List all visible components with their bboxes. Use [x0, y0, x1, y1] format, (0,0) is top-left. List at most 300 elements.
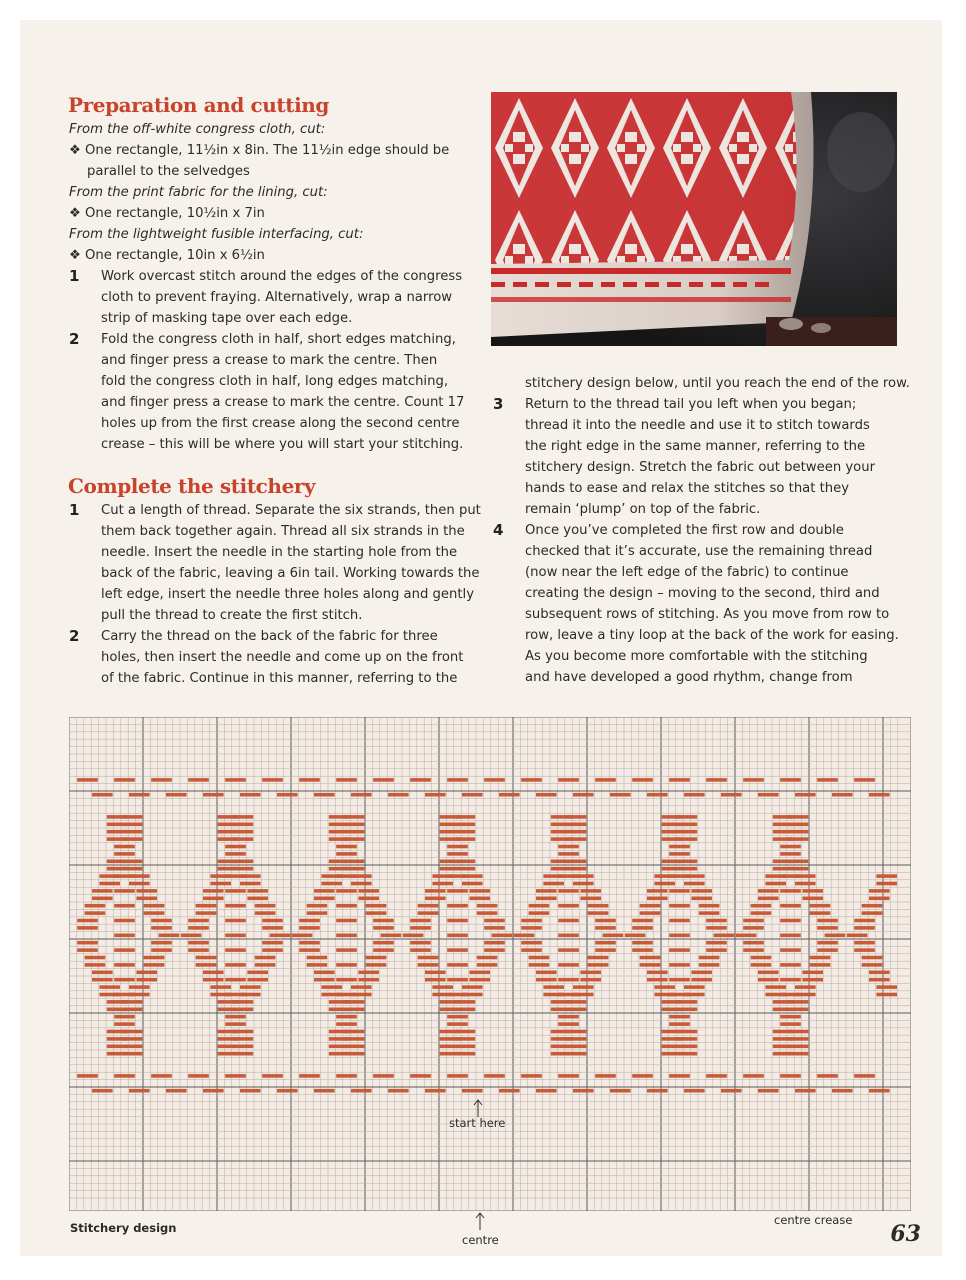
text-line	[493, 583, 913, 604]
text-line	[69, 434, 479, 455]
stitch	[558, 978, 579, 982]
stitch	[203, 889, 224, 893]
text-line-content: fold the congress cloth in half, long edges matching,	[101, 374, 449, 389]
text-line	[69, 563, 479, 584]
stitch	[447, 1015, 468, 1019]
text-line	[69, 413, 479, 434]
stitch	[255, 956, 276, 960]
stitch	[447, 852, 468, 856]
stitch	[188, 1074, 209, 1078]
stitch	[662, 823, 683, 827]
stitch	[114, 934, 135, 938]
stitch	[107, 1030, 128, 1034]
stitch	[344, 1000, 365, 1004]
text-line-content: remain ‘plump’ on top of the fabric.	[525, 502, 761, 517]
stitch	[669, 874, 690, 878]
stitch	[876, 985, 897, 989]
stitch	[329, 1037, 350, 1041]
stitch	[802, 978, 823, 982]
stitch	[558, 778, 579, 782]
stitch	[765, 882, 786, 886]
stitch	[854, 778, 875, 782]
text-line-content: From the print fabric for the lining, cut:	[69, 185, 328, 200]
stitch	[418, 963, 439, 967]
stitch	[410, 948, 431, 952]
stitch	[862, 963, 883, 967]
stitch	[336, 845, 357, 849]
stitch	[647, 971, 668, 975]
stitch	[551, 815, 572, 819]
text-line	[69, 605, 479, 626]
step-number: 3	[493, 395, 504, 413]
stitch	[529, 956, 550, 960]
stitch	[314, 1089, 335, 1093]
stitch	[92, 971, 113, 975]
stitch	[329, 1045, 350, 1049]
stitch	[758, 978, 779, 982]
stitch	[114, 845, 135, 849]
stitch	[114, 963, 135, 967]
stitch	[203, 1089, 224, 1093]
stitch	[484, 778, 505, 782]
stitch	[662, 1037, 683, 1041]
stitch	[314, 793, 335, 797]
stitch	[344, 860, 365, 864]
stitch	[203, 978, 224, 982]
stitch	[862, 904, 883, 908]
stitch	[218, 1037, 239, 1041]
stitch	[743, 1074, 764, 1078]
stitch	[669, 978, 690, 982]
stitch	[114, 948, 135, 952]
stitch	[558, 1015, 579, 1019]
stitch	[136, 971, 157, 975]
text-line-content: the right edge in the same manner, referring to the	[525, 439, 866, 454]
text-line-content: cloth to prevent fraying. Alternatively, wrap a narrow	[101, 290, 453, 305]
stitch	[410, 919, 431, 923]
stitch	[336, 852, 357, 856]
blackwork-bag-image	[491, 92, 897, 346]
stitch	[610, 1089, 631, 1093]
stitch	[418, 956, 439, 960]
text-line	[493, 604, 913, 625]
centre-arrow-icon	[473, 1211, 487, 1231]
stitch	[795, 985, 816, 989]
stitch	[743, 926, 764, 930]
stitch	[669, 1015, 690, 1019]
text-line	[69, 245, 479, 266]
text-line-content: creating the design – moving to the second, third and	[525, 586, 880, 601]
stitch	[122, 867, 143, 871]
stitch	[773, 815, 794, 819]
stitch	[869, 978, 890, 982]
stitch	[773, 1030, 794, 1034]
stitch	[580, 889, 601, 893]
text-line	[69, 329, 479, 350]
stitch	[721, 793, 742, 797]
stitch	[802, 897, 823, 901]
stitch	[233, 1000, 254, 1004]
stitch	[358, 978, 379, 982]
stitch	[188, 941, 209, 945]
stitch	[425, 978, 446, 982]
stitch	[351, 1089, 372, 1093]
stitch	[780, 1022, 801, 1026]
stitch	[521, 1074, 542, 1078]
section-heading-stitchery: Complete the stitchery	[68, 474, 316, 498]
stitch	[847, 934, 868, 938]
stitch	[366, 904, 387, 908]
text-line	[69, 668, 479, 689]
text-line	[69, 371, 479, 392]
stitch	[558, 963, 579, 967]
stitch	[691, 978, 712, 982]
stitch	[151, 926, 172, 930]
stitch	[558, 1074, 579, 1078]
stitch	[669, 778, 690, 782]
text-line	[69, 182, 479, 203]
stitch	[447, 1074, 468, 1078]
stitch	[218, 837, 239, 841]
stitch	[447, 934, 468, 938]
text-line-content: stitchery design. Stretch the fabric out between your	[525, 460, 876, 475]
text-line	[69, 392, 479, 413]
stitch	[773, 1045, 794, 1049]
stitch	[795, 1089, 816, 1093]
page-number: 63	[890, 1221, 921, 1247]
stitch	[77, 948, 98, 952]
stitch	[129, 793, 150, 797]
stitch	[869, 889, 890, 893]
stitch	[410, 941, 431, 945]
text-line-content: hands to ease and relax the stitches so that they	[525, 481, 850, 496]
stitch	[447, 874, 468, 878]
stitch	[603, 934, 624, 938]
stitch	[677, 1000, 698, 1004]
stitch	[262, 919, 283, 923]
text-line	[493, 436, 913, 457]
stitch	[292, 934, 313, 938]
text-line	[69, 542, 479, 563]
stitch	[151, 778, 172, 782]
stitch	[484, 948, 505, 952]
stitch	[580, 897, 601, 901]
stitch	[780, 1074, 801, 1078]
stitch	[77, 1074, 98, 1078]
text-line	[69, 161, 479, 182]
stitch	[780, 852, 801, 856]
stitch	[795, 793, 816, 797]
text-line-content: checked that it’s accurate, use the remaining thread	[525, 544, 873, 559]
stitch	[358, 897, 379, 901]
stitch	[492, 934, 513, 938]
stitch	[447, 963, 468, 967]
text-line-content: and have developed a good rhythm, change from	[525, 670, 853, 685]
stitch	[107, 1052, 128, 1056]
stitch	[307, 904, 328, 908]
stitch	[706, 926, 727, 930]
stitch	[780, 1015, 801, 1019]
stitch	[469, 971, 490, 975]
stitch	[758, 971, 779, 975]
stitch	[107, 837, 128, 841]
stitchery-text	[69, 500, 479, 689]
stitch	[336, 1015, 357, 1019]
stitch	[684, 882, 705, 886]
text-line	[69, 584, 479, 605]
stitch	[425, 793, 446, 797]
stitch	[566, 867, 587, 871]
stitch	[336, 993, 357, 997]
stitch	[455, 860, 476, 864]
stitch	[521, 941, 542, 945]
stitch	[329, 823, 350, 827]
stitch	[862, 956, 883, 960]
stitch	[247, 889, 268, 893]
stitch	[188, 919, 209, 923]
stitch	[218, 830, 239, 834]
text-line-content: pull the thread to create the first stitch.	[101, 608, 363, 623]
stitch	[691, 897, 712, 901]
stitch	[706, 1074, 727, 1078]
stitch	[196, 911, 217, 915]
stitch	[669, 1074, 690, 1078]
stitch	[514, 934, 535, 938]
stitch	[114, 778, 135, 782]
stitch	[558, 934, 579, 938]
stitch	[669, 845, 690, 849]
text-line-content: parallel to the selvedges	[87, 164, 250, 179]
stitch	[107, 823, 128, 827]
stitch	[299, 1074, 320, 1078]
stitch	[225, 778, 246, 782]
stitch	[632, 926, 653, 930]
stitch	[122, 1000, 143, 1004]
stitch	[122, 860, 143, 864]
stitch	[418, 911, 439, 915]
stitch	[159, 934, 180, 938]
stitch	[477, 956, 498, 960]
stitch	[107, 815, 128, 819]
stitch	[440, 1045, 461, 1049]
stitch	[536, 889, 557, 893]
stitch	[780, 889, 801, 893]
text-line	[493, 415, 913, 436]
stitch	[262, 926, 283, 930]
stitch	[551, 837, 572, 841]
stitch	[558, 1022, 579, 1026]
stitch	[203, 793, 224, 797]
stitch	[832, 793, 853, 797]
text-line-content: Work overcast stitch around the edges of the congress	[101, 269, 463, 284]
stitch	[640, 956, 661, 960]
stitch	[595, 778, 616, 782]
stitch	[151, 941, 172, 945]
stitch	[529, 904, 550, 908]
stitch	[588, 911, 609, 915]
stitch	[129, 1089, 150, 1093]
text-line	[69, 500, 479, 521]
stitch	[862, 911, 883, 915]
stitch	[373, 941, 394, 945]
stitch	[477, 904, 498, 908]
text-line	[493, 667, 913, 688]
stitch	[114, 993, 135, 997]
stitch	[588, 904, 609, 908]
stitch	[366, 956, 387, 960]
stitch	[225, 1074, 246, 1078]
stitch	[595, 926, 616, 930]
stitch	[780, 963, 801, 967]
text-line	[493, 457, 913, 478]
text-line-content: holes, then insert the needle and come up on the front	[101, 650, 464, 665]
stitch	[669, 993, 690, 997]
section-heading-preparation: Preparation and cutting	[68, 93, 329, 117]
stitch	[662, 815, 683, 819]
stitch	[551, 823, 572, 827]
stitch	[329, 1030, 350, 1034]
stitch	[388, 1089, 409, 1093]
stitch	[447, 993, 468, 997]
stitch	[788, 860, 809, 864]
stitch	[662, 1052, 683, 1056]
stitch	[114, 1022, 135, 1026]
stitch	[773, 1037, 794, 1041]
stitch	[218, 1030, 239, 1034]
stitch	[425, 1089, 446, 1093]
stitch	[188, 926, 209, 930]
stitch	[114, 919, 135, 923]
stitch	[817, 778, 838, 782]
stitch	[299, 941, 320, 945]
stitch	[817, 926, 838, 930]
stitch	[247, 978, 268, 982]
stitch	[440, 823, 461, 827]
page	[20, 20, 942, 1256]
stitch	[321, 882, 342, 886]
stitch	[706, 778, 727, 782]
stitch	[336, 1074, 357, 1078]
stitch	[647, 897, 668, 901]
stitch	[529, 911, 550, 915]
stitch	[358, 971, 379, 975]
step-number: 4	[493, 521, 504, 539]
stitch	[854, 948, 875, 952]
text-line	[69, 287, 479, 308]
text-line	[69, 224, 479, 245]
stitch	[314, 971, 335, 975]
stitch	[447, 948, 468, 952]
stitch	[277, 1089, 298, 1093]
text-line-content: stitchery design below, until you reach the end of the row.	[525, 376, 910, 391]
stitch	[270, 934, 291, 938]
stitch	[233, 860, 254, 864]
step-number: 1	[69, 501, 80, 519]
stitch	[521, 948, 542, 952]
stitch	[817, 941, 838, 945]
stitch	[432, 882, 453, 886]
stitch	[410, 778, 431, 782]
stitch	[432, 985, 453, 989]
stitchery-grid	[69, 717, 911, 1211]
stitch	[751, 956, 772, 960]
stitch	[92, 897, 113, 901]
stitch	[151, 948, 172, 952]
stitch	[632, 948, 653, 952]
stitch	[240, 882, 261, 886]
stitch	[299, 778, 320, 782]
stitch	[802, 971, 823, 975]
centre-label: centre	[462, 1233, 499, 1247]
stitch	[780, 904, 801, 908]
text-line-content: back of the fabric, leaving a 6in tail. Working towards the	[101, 566, 480, 581]
text-line-content: them back together again. Thread all six strands in the	[101, 524, 465, 539]
stitch	[647, 793, 668, 797]
stitch	[795, 882, 816, 886]
text-line-content: holes up from the first crease along the second centre	[101, 416, 460, 431]
text-line	[493, 625, 913, 646]
text-line-content: (now near the left edge of the fabric) to continue	[525, 565, 849, 580]
stitch	[817, 1074, 838, 1078]
stitch	[677, 1008, 698, 1012]
stitch	[262, 948, 283, 952]
stitch	[129, 882, 150, 886]
stitch	[654, 882, 675, 886]
stitch	[240, 793, 261, 797]
text-line	[493, 646, 913, 667]
stitch	[425, 897, 446, 901]
stitch	[366, 911, 387, 915]
stitch	[351, 882, 372, 886]
text-line-content: Return to the thread tail you left when you began;	[525, 397, 857, 412]
stitch	[669, 1022, 690, 1026]
stitch	[640, 904, 661, 908]
stitch	[307, 956, 328, 960]
stitch	[536, 971, 557, 975]
stitch	[455, 1008, 476, 1012]
stitch	[551, 830, 572, 834]
stitch	[802, 889, 823, 893]
stitch	[669, 948, 690, 952]
stitch	[299, 919, 320, 923]
stitch	[669, 963, 690, 967]
stitch	[484, 919, 505, 923]
stitch	[691, 971, 712, 975]
stitch	[92, 978, 113, 982]
stitch	[662, 830, 683, 834]
stitch	[447, 845, 468, 849]
stitch	[107, 830, 128, 834]
stitch	[573, 882, 594, 886]
stitch	[765, 985, 786, 989]
stitch	[314, 889, 335, 893]
stitch	[299, 926, 320, 930]
stitch	[669, 904, 690, 908]
stitch	[632, 941, 653, 945]
stitch	[151, 1074, 172, 1078]
stitch	[329, 837, 350, 841]
stitch	[684, 985, 705, 989]
stitch	[225, 852, 246, 856]
stitch	[181, 934, 202, 938]
stitch	[714, 934, 735, 938]
text-line-content: of the fabric. Continue in this manner, referring to the	[101, 671, 458, 686]
stitch	[751, 963, 772, 967]
stitch	[469, 889, 490, 893]
stitch	[114, 1015, 135, 1019]
stitch	[218, 1052, 239, 1056]
stitch	[558, 874, 579, 878]
